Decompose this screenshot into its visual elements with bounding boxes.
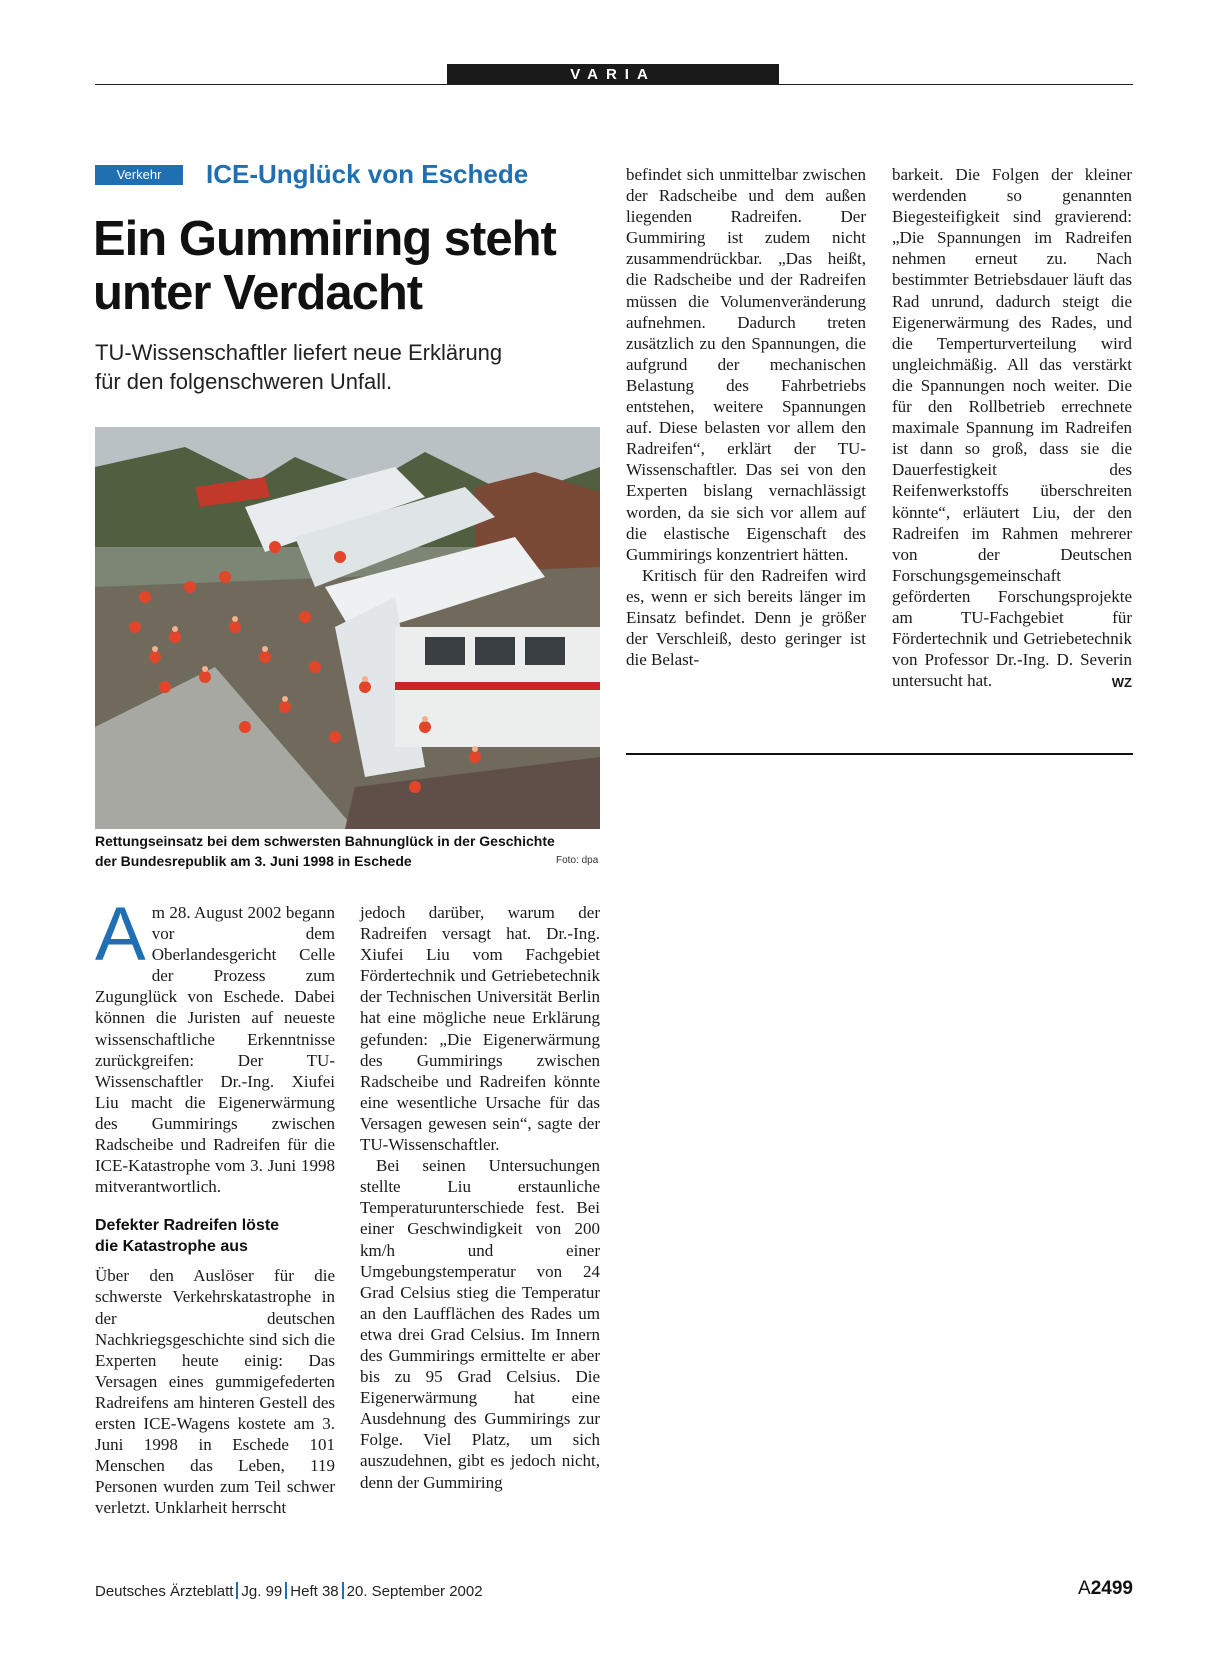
body-paragraph: Bei seinen Untersuchungen stellte Liu erstaunliche Temperaturunterschiede fest. Bei einer Geschwindigkeit von 200 km/h und einer Umgebungstemperatur von 24 Grad Celsius stieg die Temperatur an den Laufflächen des Rades um etwa drei Grad Celsius. Im Innern des Gummirings ermittelte er aber bis zu 95 Grad Celsius. Die Eigenerwärmung hat eine Ausdehnung des Gummirings zur Folge. Viel Platz, um sich auszudehnen, gibt es jedoch nicht, denn der Gummiring — [360, 1156, 600, 1492]
caption-line-1: Rettungseinsatz bei dem schwersten Bahnunglück in der Geschichte — [95, 833, 555, 849]
drop-cap: A — [95, 892, 146, 977]
footer-separator — [342, 1582, 344, 1599]
intro-paragraph: Am 28. August 2002 begann vor dem Oberlandesgericht Celle der Prozess zum Zugunglück von Eschede. Dabei können die Juristen auf neueste wissenschaftliche Erkenntnisse zurückgreifen: Der TU-Wissenschaftler Dr.-Ing. Xiufei Liu macht die Eigenerwärmung des Gummirings zwischen Radscheibe und Radreifen für die ICE-Katastrophe vom 3. Juni 1998 mitverantwortlich. — [95, 892, 335, 1197]
photo-credit: Foto: dpa — [556, 855, 599, 866]
page-number — [1078, 1578, 1133, 1600]
page-value: 2499 — [1090, 1578, 1133, 1599]
journal-volume: Jg. 99 — [241, 1583, 283, 1600]
body-column-3 — [626, 164, 866, 670]
body-paragraph: barkeit. Die Folgen der kleiner werdenden so genannten Biegesteifigkeit sind gravierend: „Die Spannungen im Radreifen nehmen erneut zu. Nach bestimmter Betriebsdauer läuft das Rad unrund, dadurch steigt die Eigenerwärmung des Rades, und die Temperturverteilung wird ungleichmäßig. All das verstärkt die Spannungen noch weiter. Die für den Rollbetrieb errechnete maximale Spannung im Radreifen ist dann so groß, dass sie die Dauerfestigkeit des Reifenwerkstoffs überschreiten könnte“, erläutert Liu, der den Radreifen im Rahmen mehrerer von der Deutschen Forschungsgemeinschaft geförderten Forschungsprojekte am TU-Fachgebiet für Fördertechnik und Getriebetechnik von Professor Dr.-Ing. D. Severin untersucht hat. WZ — [892, 164, 1132, 691]
journal-name: Deutsches Ärzteblatt — [95, 1583, 234, 1600]
article-subhead — [95, 338, 605, 396]
footer-separator — [285, 1582, 287, 1599]
journal-issue: Heft 38 — [290, 1583, 339, 1600]
caption-line-2: der Bundesrepublik am 3. Juni 1998 in Eschede — [95, 853, 412, 869]
footer-separator — [236, 1582, 238, 1599]
headline-line-2: unter Verdacht — [93, 266, 423, 320]
body-paragraph: Kritisch für den Radreifen wird es, wenn er sich bereits länger im Einsatz befindet. Denn je größer der Verschleiß, desto geringer ist die Belast- — [626, 565, 866, 670]
article-end-rule — [626, 753, 1133, 755]
accident-photo — [95, 427, 600, 829]
body-column-1 — [95, 892, 335, 1518]
author-signature: WZ — [1111, 675, 1132, 691]
subheading-line-2: die Katastrophe aus — [95, 1238, 248, 1256]
category-badge: Verkehr — [95, 165, 183, 185]
page-footer — [95, 1582, 483, 1600]
body-paragraph: Über den Auslöser für die schwerste Verkehrskatastrophe in der deutschen Nachkriegsgeschichte sind sich die Experten heute einig: Das Versagen eines gummigefederten Radreifens am hinteren Gestell des ersten ICE-Wagens kostete am 3. Juni 1998 in Eschede 101 Menschen das Leben, 119 Personen wurden zum Teil schwer verletzt. Unklarheit herrscht — [95, 1266, 335, 1518]
header-rule — [95, 84, 1133, 85]
article-kicker: ICE-Unglück von Eschede — [206, 159, 529, 189]
section-subheading — [95, 1215, 335, 1257]
subheading-line-1: Defekter Radreifen löste — [95, 1217, 280, 1235]
body-paragraph: befindet sich unmittelbar zwischen der Radscheibe und dem außen liegenden Radreifen. Der Gummiring ist zudem nicht zusammendrückbar. „Das heißt, die Radscheibe und der Radreifen müssen die Volumenveränderung aufnehmen. Dadurch treten zusätzlich zu den Spannungen, die aufgrund der mechanischen Belastung des Fahrbetriebs entstehen, weitere Spannungen auf. Diese belasten vor allem den Radreifen“, erklärt der TU-Wissenschaftler. Das sei von den Experten bislang vernachlässigt worden, da sie sich vor allem auf die elastische Eigenschaft des Gummirings konzentriert hätten. — [626, 165, 866, 564]
section-label: VARIA — [447, 64, 779, 85]
body-column-4 — [892, 164, 1132, 693]
page-prefix: A — [1078, 1578, 1091, 1599]
article-headline — [93, 212, 613, 320]
subhead-line-2: für den folgenschweren Unfall. — [95, 369, 393, 394]
issue-date: 20. September 2002 — [346, 1583, 483, 1600]
body-column-2 — [360, 902, 600, 1493]
subhead-line-1: TU-Wissenschaftler liefert neue Erklärung — [95, 340, 503, 365]
headline-line-1: Ein Gummiring steht — [93, 212, 556, 266]
photo-caption — [95, 831, 600, 871]
body-paragraph: jedoch darüber, warum der Radreifen versagt hat. Dr.-Ing. Xiufei Liu vom Fachgebiet Fördertechnik und Getriebetechnik der Technischen Universität Berlin hat eine mögliche neue Erklärung gefunden: „Die Eigenerwärmung des Gummirings zwischen Radscheibe und Radreifen könnte eine wesentliche Ursache für das Versagen gewesen sein“, sagte der TU-Wissenschaftler. — [360, 903, 600, 1155]
